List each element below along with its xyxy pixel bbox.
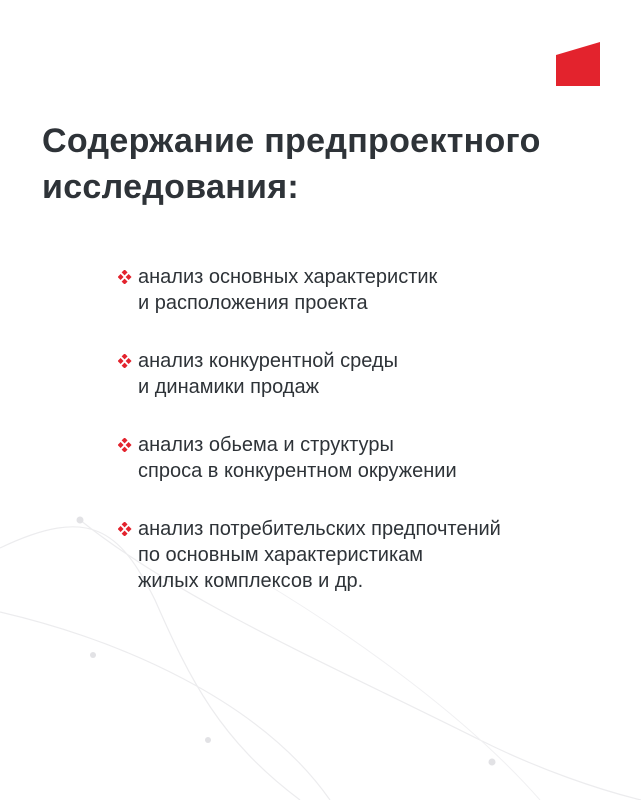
list-item-line: спроса в конкурентном окружении <box>138 460 457 482</box>
page-title <box>42 118 602 210</box>
red-diamond-cluster-icon <box>118 522 132 536</box>
list-item-line: анализ потребительских предпочтений <box>138 518 501 540</box>
red-diamond-cluster-icon <box>118 270 132 284</box>
list-item <box>118 348 618 400</box>
list-item-line: и динамики продаж <box>138 376 319 398</box>
list-item <box>118 264 618 316</box>
list-item <box>118 516 618 594</box>
title-line-1: Содержание предпроектного <box>42 122 541 160</box>
title-line-2: исследования: <box>42 168 299 206</box>
list-item-line: по основным характеристикам <box>138 544 424 566</box>
list-item-line: жилых комплексов и др. <box>138 570 364 592</box>
list-item-line: анализ основных характеристик <box>138 266 438 288</box>
red-diamond-cluster-icon <box>118 438 132 452</box>
red-diamond-cluster-icon <box>118 354 132 368</box>
list-item-line: анализ конкурентной среды <box>138 350 398 372</box>
list-item-line: и расположения проекта <box>138 292 368 314</box>
red-trapezoid-logo-icon <box>556 42 600 86</box>
research-contents-list <box>118 264 618 626</box>
list-item-line: анализ обьема и структуры <box>138 434 394 456</box>
list-item <box>118 432 618 484</box>
